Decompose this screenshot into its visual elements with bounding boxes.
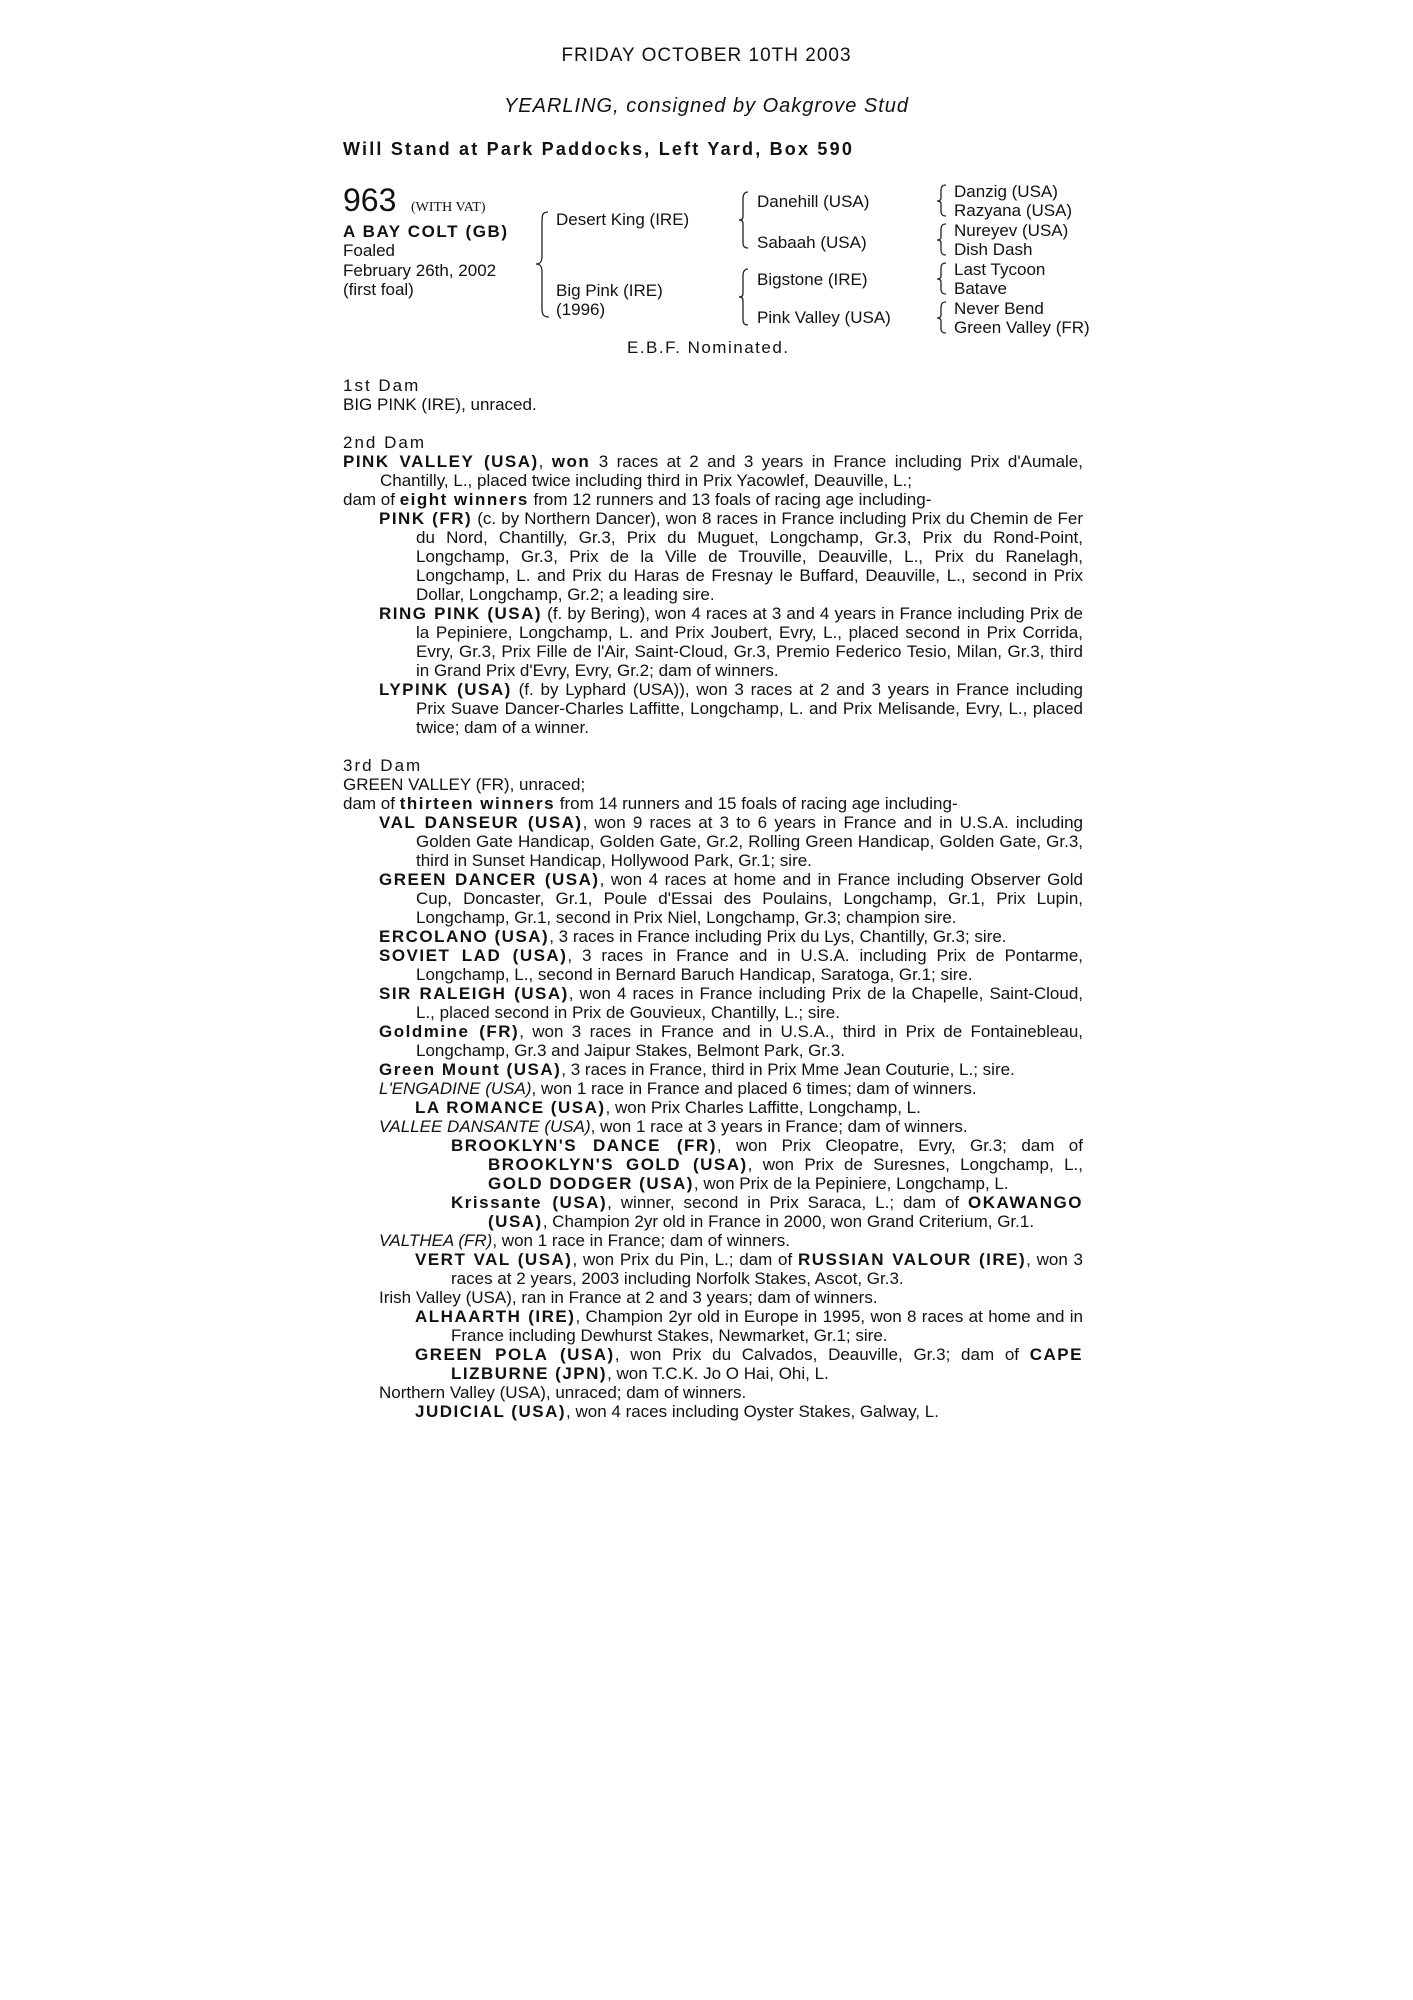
pedigree-ss-dam: Razyana (USA) — [954, 201, 1073, 220]
horse-name: VALTHEA (FR) — [379, 1231, 493, 1250]
horse-name: OKAWANGO (USA) — [488, 1193, 1083, 1231]
pedigree-bracket-ss — [935, 183, 949, 219]
horse-name: GREEN POLA (USA) — [415, 1345, 615, 1364]
horse-name: PINK VALLEY (USA) — [343, 452, 539, 471]
pedigree-ds-sire: Last Tycoon — [954, 260, 1046, 279]
second-dam-record: PINK VALLEY (USA), won 3 races at 2 and 3 years in France including Prix d'Aumale, Chantilly, L., placed twice including third in Prix Yacowlef, Deauville, L.; — [343, 452, 1083, 490]
horse-name: Green Mount (USA) — [379, 1060, 562, 1079]
produce-entry: Krissante (USA), winner, second in Prix Saraca, L.; dam of OKAWANGO (USA), Champion 2yr old in France in 2000, won Grand Criterium, Gr.1. — [451, 1193, 1083, 1231]
pedigree-dd-dam: Green Valley (FR) — [954, 318, 1090, 337]
horse-name: RING PINK (USA) — [379, 604, 543, 623]
pedigree-dam-dam: Pink Valley (USA) — [757, 308, 891, 327]
first-dam-heading: 1st Dam — [343, 376, 421, 395]
horse-name: SOVIET LAD (USA) — [379, 946, 568, 965]
third-dam-section — [343, 756, 1083, 1421]
produce-entry: ALHAARTH (IRE), Champion 2yr old in Europe in 1995, won 8 races at home and in France including Dewhurst Stakes, Newmarket, Gr.1; sire. — [415, 1307, 1083, 1345]
pedigree-bracket-sd — [935, 222, 949, 258]
first-dam-section — [343, 376, 1083, 414]
horse-name: ERCOLANO (USA) — [379, 927, 550, 946]
produce-entry: GREEN DANCER (USA), won 4 races at home and in France including Observer Gold Cup, Doncaster, Gr.1, Poule d'Essai des Poulains, Longchamp, Gr.1, Prix Lupin, Longchamp, Gr.1, second in Prix Niel, Longchamp, Gr.3; champion sire. — [379, 870, 1083, 927]
produce-entry: SOVIET LAD (USA), 3 races in France and in U.S.A. including Prix de Pontarme, Longchamp, L., second in Bernard Baruch Handicap, Saratoga, Gr.1; sire. — [379, 946, 1083, 984]
pedigree-sd-dam: Dish Dash — [954, 240, 1033, 259]
second-dam-heading: 2nd Dam — [343, 433, 426, 452]
produce-entry: VERT VAL (USA), won Prix du Pin, L.; dam of RUSSIAN VALOUR (IRE), won 3 races at 2 years, 2003 including Norfolk Stakes, Ascot, Gr.3. — [415, 1250, 1083, 1288]
first-foal-note: (first foal) — [343, 280, 414, 299]
produce-entry: Northern Valley (USA), unraced; dam of winners. — [379, 1383, 747, 1402]
horse-name: JUDICIAL (USA) — [415, 1402, 567, 1421]
produce-entry: VAL DANSEUR (USA), won 9 races at 3 to 6 years in France and in U.S.A. including Golden Gate Handicap, Golden Gate, Gr.2, Rolling Green Handicap, Golden Gate, Gr.3, third in Sunset Handicap, Hollywood Park, Gr.1; sire. — [379, 813, 1083, 870]
produce-entry: RING PINK (USA) (f. by Bering), won 4 races at 3 and 4 years in France including Prix de la Pepiniere, Longchamp, L. and Prix Joubert, Evry, L., placed second in Prix Corrida, Evry, Gr.3, Prix Fille de l'Air, Saint-Cloud, Gr.3, Premio Federico Tesio, Milan, Gr.3, third in Grand Prix d'Evry, Evry, Gr.2; dam of winners. — [379, 604, 1083, 680]
horse-name: GREEN DANCER (USA) — [379, 870, 600, 889]
produce-entry: LYPINK (USA) (f. by Lyphard (USA)), won 3 races at 2 and 3 years in France including Prix Suave Dancer-Charles Laffitte, Longchamp, L. and Prix Melisande, Evry, L., placed twice; dam of a winner. — [379, 680, 1083, 737]
third-dam-heading: 3rd Dam — [343, 756, 423, 775]
page-date-header: FRIDAY OCTOBER 10TH 2003 — [561, 45, 852, 66]
horse-name: RUSSIAN VALOUR (IRE) — [797, 1250, 1027, 1269]
stand-location: Will Stand at Park Paddocks, Left Yard, Box 590 — [343, 139, 855, 159]
produce-entry: SIR RALEIGH (USA), won 4 races in France including Prix de la Chapelle, Saint-Cloud, L., placed second in Prix de Gouvieux, Chantilly, L.; sire. — [379, 984, 1083, 1022]
foaled-date: February 26th, 2002 — [343, 261, 497, 280]
pedigree-sire: Desert King (IRE) — [556, 210, 690, 229]
horse-name: CAPE LIZBURNE (JPN) — [451, 1345, 1083, 1383]
produce-entry: JUDICIAL (USA), won 4 races including Oyster Stakes, Galway, L. — [415, 1402, 939, 1421]
pedigree-sire-sire: Danehill (USA) — [757, 192, 870, 211]
horse-name: Krissante (USA) — [451, 1193, 608, 1212]
produce-entry: VALLEE DANSANTE (USA), won 1 race at 3 years in France; dam of winners. — [379, 1117, 968, 1136]
first-dam-text: BIG PINK (IRE), unraced. — [343, 395, 537, 414]
pedigree-bracket-sire — [737, 190, 751, 252]
produce-entry: ERCOLANO (USA), 3 races in France including Prix du Lys, Chantilly, Gr.3; sire. — [379, 927, 1007, 946]
pedigree-bracket-dd — [935, 300, 949, 336]
pedigree-sire-dam: Sabaah (USA) — [757, 233, 867, 252]
horse-name: BROOKLYN'S GOLD (USA) — [488, 1155, 748, 1174]
produce-entry: PINK (FR) (c. by Northern Dancer), won 8 races in France including Prix du Chemin de Fer du Nord, Chantilly, Gr.3, Prix du Muguet, Longchamp, Gr.3, Prix du Rond-Point, Longchamp, Gr.3, Prix de la Ville de Trouville, Deauville, L., Prix du Ranelagh, Longchamp, L. and Prix du Haras de Fresnay le Buffard, Deauville, L., second in Prix Dollar, Longchamp, Gr.2; a leading sire. — [379, 509, 1083, 604]
produce-entry: GREEN POLA (USA), won Prix du Calvados, Deauville, Gr.3; dam of CAPE LIZBURNE (JPN), won T.C.K. Jo O Hai, Ohi, L. — [415, 1345, 1083, 1383]
horse-name: L'ENGADINE (USA) — [379, 1079, 532, 1098]
pedigree-dam-year: (1996) — [556, 300, 606, 319]
horse-name: ALHAARTH (IRE) — [415, 1307, 576, 1326]
horse-name: VERT VAL (USA) — [415, 1250, 573, 1269]
produce-entry: VALTHEA (FR), won 1 race in France; dam of winners. — [379, 1231, 790, 1250]
consignment-line: YEARLING, consigned by Oakgrove Stud — [503, 95, 910, 117]
pedigree-dd-sire: Never Bend — [954, 299, 1044, 318]
horse-name: SIR RALEIGH (USA) — [379, 984, 569, 1003]
horse-name: VAL DANSEUR (USA) — [379, 813, 583, 832]
pedigree-bracket-ds — [935, 261, 949, 297]
produce-entry: L'ENGADINE (USA), won 1 race in France and placed 6 times; dam of winners. — [379, 1079, 977, 1098]
produce-entry: LA ROMANCE (USA), won Prix Charles Laffitte, Longchamp, L. — [415, 1098, 921, 1117]
horse-name: LA ROMANCE (USA) — [415, 1098, 606, 1117]
second-dam-produce-summary: dam of eight winners from 12 runners and 13 foals of racing age including- — [343, 490, 932, 509]
produce-entry: Goldmine (FR), won 3 races in France and in U.S.A., third in Prix de Fontainebleau, Longchamp, Gr.3 and Jaipur Stakes, Belmont Park, Gr.3. — [379, 1022, 1083, 1060]
produce-entry: Green Mount (USA), 3 races in France, third in Prix Mme Jean Couturie, L.; sire. — [379, 1060, 1015, 1079]
pedigree-sd-sire: Nureyev (USA) — [954, 221, 1069, 240]
pedigree-dam: Big Pink (IRE) — [556, 281, 663, 300]
produce-entry: Irish Valley (USA), ran in France at 2 and 3 years; dam of winners. — [379, 1288, 878, 1307]
vat-note: (WITH VAT) — [411, 200, 486, 215]
foaled-label: Foaled — [343, 241, 395, 260]
produce-entry: BROOKLYN'S DANCE (FR), won Prix Cleopatre, Evry, Gr.3; dam of BROOKLYN'S GOLD (USA), won Prix de Suresnes, Longchamp, L., GOLD DODGER (USA), won Prix de la Pepiniere, Longchamp, L. — [451, 1136, 1083, 1193]
horse-name: GOLD DODGER (USA) — [488, 1174, 694, 1193]
lot-number: 963 — [343, 182, 397, 218]
horse-name: VALLEE DANSANTE (USA) — [379, 1117, 591, 1136]
ebf-nominated: E.B.F. Nominated. — [627, 338, 790, 357]
second-dam-section — [343, 433, 1083, 737]
lot-description: A BAY COLT (GB) — [343, 222, 509, 241]
pedigree-ds-dam: Batave — [954, 279, 1007, 298]
third-dam-record: GREEN VALLEY (FR), unraced; — [343, 775, 586, 794]
pedigree-ss-sire: Danzig (USA) — [954, 182, 1058, 201]
horse-name: Goldmine (FR) — [379, 1022, 520, 1041]
pedigree-bracket-main — [534, 210, 554, 320]
horse-name: LYPINK (USA) — [379, 680, 512, 699]
pedigree-bracket-dam — [737, 267, 751, 329]
horse-name: BROOKLYN'S DANCE (FR) — [451, 1136, 717, 1155]
third-dam-produce-summary: dam of thirteen winners from 14 runners and 15 foals of racing age including- — [343, 794, 958, 813]
horse-name: PINK (FR) — [379, 509, 473, 528]
pedigree-dam-sire: Bigstone (IRE) — [757, 270, 868, 289]
